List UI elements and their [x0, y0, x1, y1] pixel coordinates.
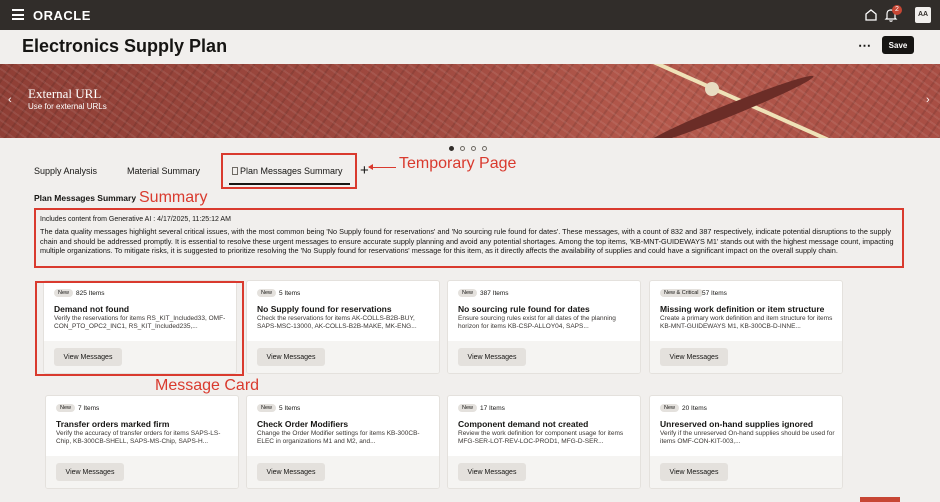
message-card[interactable] [447, 280, 641, 374]
tab-label: Plan Messages Summary [240, 166, 343, 176]
card-title: Missing work definition or item structure [660, 304, 825, 314]
view-messages-button[interactable]: View Messages [458, 463, 526, 481]
tab-material-summary[interactable]: Material Summary [127, 166, 201, 176]
card-description: Verify the accuracy of transfer orders for items SAPS-LS-Chip, KB-300CB-SHELL, SAPS-MS-Chip, SAPS-H... [56, 430, 221, 446]
card-description: Verify if the unreserved On-hand supplies should be used for items OMF-CON-KIT-003,... [660, 430, 835, 446]
status-badge: New [458, 289, 477, 297]
card-title: Component demand not created [458, 419, 589, 429]
card-description: Create a primary work definition and item structure for items KB-MNT-GUIDEWAYS M1, KB-300CB-D-INNE... [660, 315, 833, 331]
summary-box [34, 208, 904, 268]
annotation-box-temporary-page [221, 153, 357, 189]
menu-icon[interactable] [12, 9, 24, 20]
status-badge: New [257, 404, 276, 412]
user-avatar[interactable]: AA [915, 7, 931, 23]
card-title: Unreserved on-hand supplies ignored [660, 419, 814, 429]
summary-title: Plan Messages Summary [34, 193, 137, 203]
annotation-summary: Summary [139, 189, 208, 206]
banner-boat [644, 71, 815, 138]
home-icon[interactable] [864, 8, 878, 22]
message-card[interactable] [45, 395, 239, 489]
view-messages-button[interactable]: View Messages [458, 348, 526, 366]
card-description: Verify the reservations for items RS_KIT_Included33, OMF-CON_PTO_OPC2_INC1, RS_KIT_Included235,... [54, 315, 226, 331]
item-count: 387 Items [480, 290, 509, 297]
tab-supply-analysis[interactable]: Supply Analysis [34, 166, 98, 176]
card-title: Transfer orders marked firm [56, 419, 170, 429]
annotation-box-message-card [35, 281, 244, 376]
oracle-logo[interactable]: ORACLE [33, 8, 91, 23]
message-card[interactable] [246, 395, 440, 489]
message-card[interactable] [649, 280, 843, 374]
banner-pager [449, 146, 487, 151]
status-badge: New [458, 404, 477, 412]
card-description: Review the work definition for component usage for items MFG-SER-LOT-REV-LOC-PROD1, MFG-D-SER... [458, 430, 624, 446]
card-description: Check the reservations for items AK-COLLS-B2B-BUY, SAPS-MSC-13000, AK-COLLS-B2B-MAKE, MK-ENG... [257, 315, 417, 331]
summary-text: The data quality messages highlight several critical issues, with the most common being 'No Supply found for reservations' and 'No sourcing rule found for dates'. These messages, with a count of 832 and 387 respectively, indicate potential disruptions to the supply chain and should be addressed promptly. It is essential to resolve these urgent messages to ensure accurate supply planning and avoid any potential shortages. Among the top items, 'KB-MNT-GUIDEWAYS M1' stands out with the highest message count, impacting multiple organizations. To mitigate risks, it is suggested to prioritize resolving the 'No Supply found for reservations' message for this item, as it directly affects the availability of supplies and could have a significant impact on the overall supply chain. [40, 227, 894, 256]
card-title: Check Order Modifiers [257, 419, 349, 429]
chevron-left-icon[interactable]: ‹ [8, 94, 12, 106]
view-messages-button[interactable]: View Messages [660, 348, 728, 366]
annotation-message-card: Message Card [155, 377, 260, 394]
page-title: Electronics Supply Plan [22, 36, 228, 56]
message-card[interactable] [246, 280, 440, 374]
item-count: 57 Items [702, 290, 727, 297]
status-badge: New [257, 289, 276, 297]
save-button[interactable]: Save [882, 36, 914, 54]
annotation-temporary-page: Temporary Page [399, 155, 517, 172]
status-badge: New [660, 404, 679, 412]
more-actions-icon[interactable]: ⋯ [858, 38, 872, 53]
page-header [0, 30, 940, 64]
card-title: Demand not found [54, 304, 130, 314]
status-badge: New & Critical [660, 289, 703, 297]
view-messages-button[interactable]: View Messages [257, 348, 325, 366]
banner-subtitle: Use for external URLs [28, 102, 107, 111]
banner-title[interactable]: External URL [28, 86, 102, 101]
item-count: 7 Items [78, 405, 100, 412]
summary-generated-note: Includes content from Generative AI : 4/17/2025, 11:25:12 AM [40, 216, 231, 223]
chevron-right-icon[interactable]: › [926, 94, 930, 106]
card-title: No Supply found for reservations [257, 304, 392, 314]
item-count: 20 Items [682, 405, 707, 412]
card-description: Change the Order Modifier settings for items KB-300CB-ELEC in organizations M1 and M2, and... [257, 430, 420, 446]
view-messages-button[interactable]: View Messages [54, 348, 122, 366]
message-card[interactable] [447, 395, 641, 489]
status-badge: New [54, 289, 73, 297]
pager-dot[interactable] [482, 146, 487, 151]
banner-rower [705, 82, 719, 96]
notification-badge: 2 [892, 5, 902, 15]
banner [0, 64, 940, 138]
view-messages-button[interactable]: View Messages [257, 463, 325, 481]
pager-dot[interactable] [460, 146, 465, 151]
status-badge: New [56, 404, 75, 412]
item-count: 5 Items [279, 405, 301, 412]
card-description: Ensure sourcing rules exist for all dates of the planning horizon for items KB-CSP-ALLOY04, SAPS... [458, 315, 616, 331]
message-card[interactable] [649, 395, 843, 489]
item-count: 17 Items [480, 405, 505, 412]
add-tab-icon[interactable]: + [360, 162, 369, 179]
item-count: 5 Items [279, 290, 301, 297]
item-count: 825 Items [76, 290, 105, 297]
pager-dot[interactable] [449, 146, 454, 151]
pager-dot[interactable] [471, 146, 476, 151]
global-header [0, 0, 940, 30]
scroll-indicator [860, 497, 900, 502]
view-messages-button[interactable]: View Messages [56, 463, 124, 481]
view-messages-button[interactable]: View Messages [660, 463, 728, 481]
card-title: No sourcing rule found for dates [458, 304, 590, 314]
annotation-arrow [369, 167, 396, 168]
